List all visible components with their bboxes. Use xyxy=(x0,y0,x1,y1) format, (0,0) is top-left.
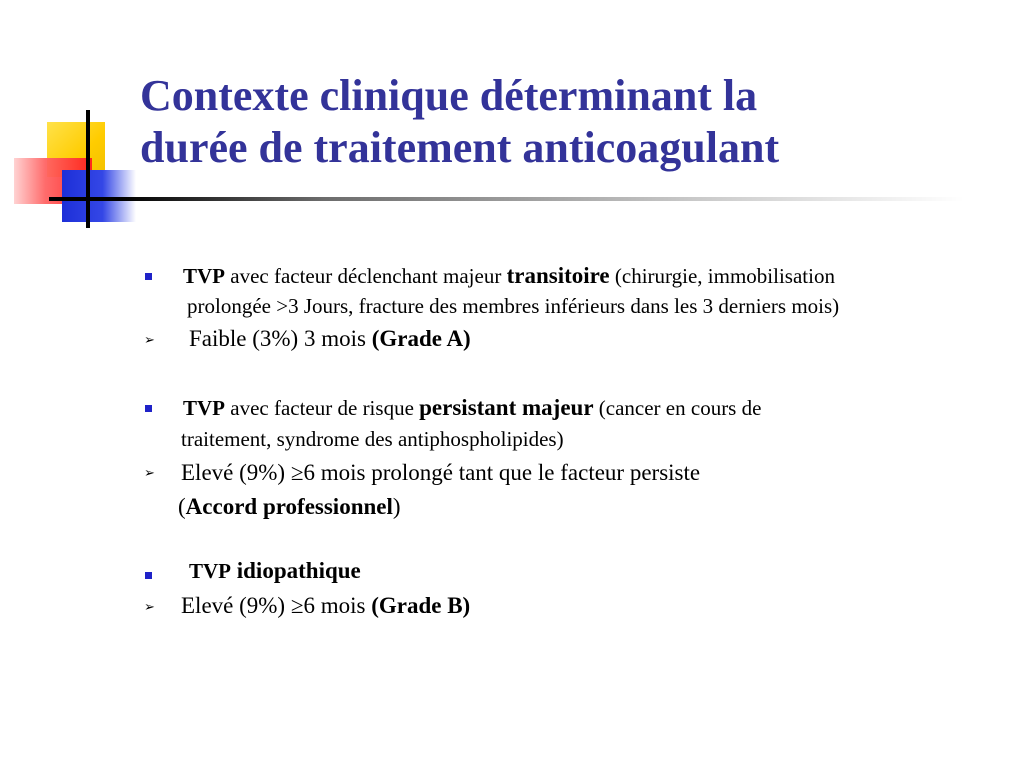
list-item xyxy=(183,263,835,289)
item-keyword: transitoire xyxy=(506,263,610,288)
tvp-label: TVP xyxy=(183,396,225,420)
result-grade-line xyxy=(178,494,401,520)
title-line-2: durée de traitement anticoagulant xyxy=(140,123,780,172)
item-detail: (cancer en cours de xyxy=(593,396,762,420)
decor-vertical-line xyxy=(86,110,90,228)
result-text: Elevé (9%) ≥6 mois prolongé tant que le facteur persiste xyxy=(181,460,701,485)
tvp-label: TVP xyxy=(183,264,225,288)
item-intro: avec facteur déclenchant majeur xyxy=(225,264,507,288)
arrow-bullet-icon: ➢ xyxy=(144,333,155,348)
result-grade: (Grade B) xyxy=(371,593,471,618)
arrow-bullet-icon: ➢ xyxy=(144,466,155,481)
result-grade: (Grade A) xyxy=(371,326,471,351)
title-line-1: Contexte clinique déterminant la xyxy=(140,71,758,120)
item-detail-continued: traitement, syndrome des antiphospholipides) xyxy=(181,427,564,451)
list-item xyxy=(189,558,361,584)
grade-close-paren: ) xyxy=(392,494,401,519)
slide-title xyxy=(140,70,1000,174)
result-text: Elevé (9%) ≥6 mois xyxy=(181,593,372,618)
list-item xyxy=(183,395,761,421)
result-grade: Accord professionnel xyxy=(185,494,393,519)
result-text: Faible (3%) 3 mois xyxy=(189,326,372,351)
item-detail: (chirurgie, immobilisation xyxy=(609,264,835,288)
result-line xyxy=(189,326,471,352)
decor-blue-square xyxy=(62,170,136,222)
tvp-label: TVP xyxy=(189,559,231,583)
arrow-bullet-icon: ➢ xyxy=(144,600,155,615)
item-keyword: persistant majeur xyxy=(419,395,594,420)
title-divider xyxy=(49,197,964,201)
square-bullet-icon xyxy=(145,572,152,579)
result-line xyxy=(181,593,470,619)
square-bullet-icon xyxy=(145,273,152,280)
grade-open-paren: ( xyxy=(178,494,186,519)
item-detail-continued: prolongée >3 Jours, fracture des membres inférieurs dans les 3 derniers mois) xyxy=(187,294,840,318)
square-bullet-icon xyxy=(145,405,152,412)
item-keyword: idiopathique xyxy=(231,558,361,583)
item-intro: avec facteur de risque xyxy=(225,396,420,420)
